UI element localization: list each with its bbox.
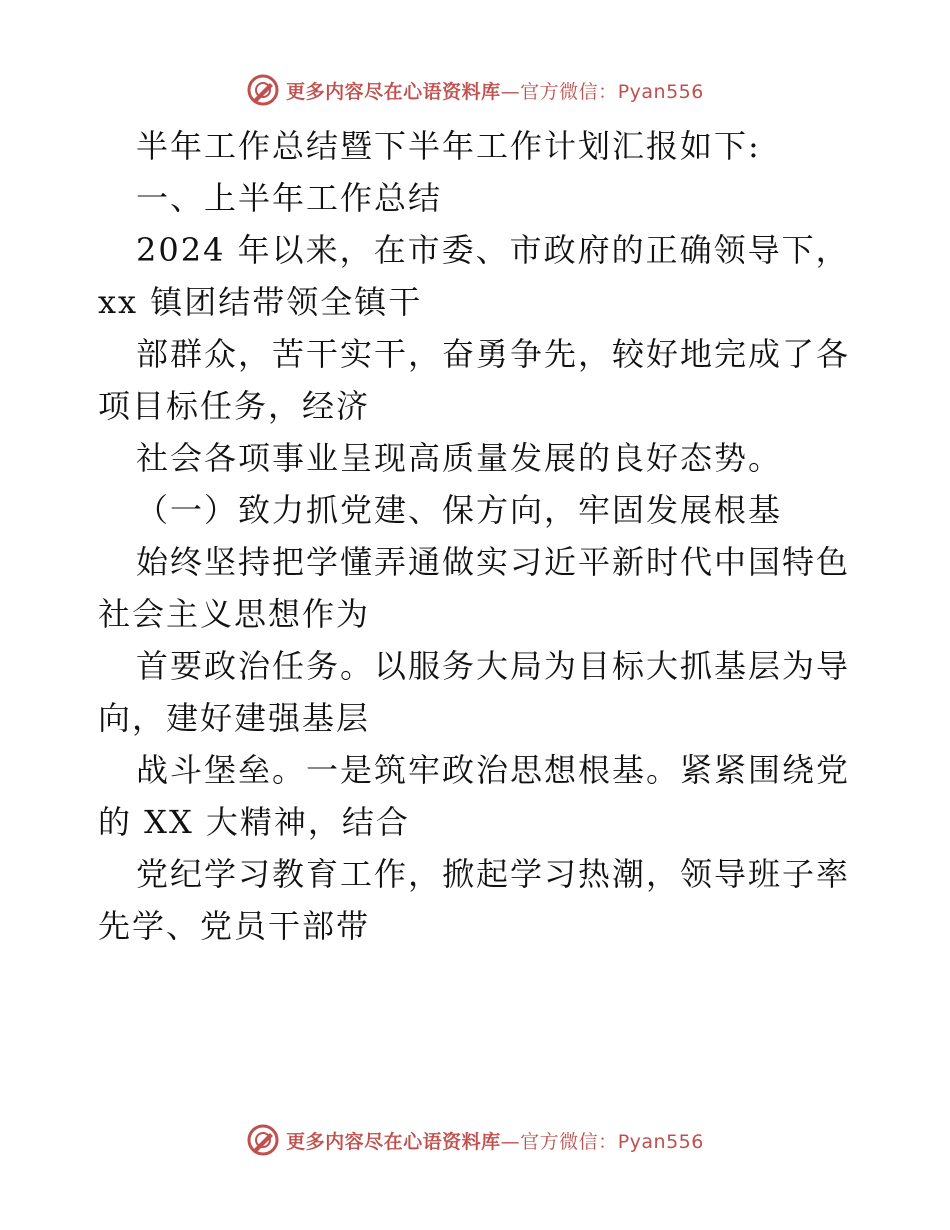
text-line: 向，建好建强基层 — [98, 699, 371, 737]
text-line: 首要政治任务。以服务大局为目标大抓基层为导 — [136, 647, 851, 685]
banner-contact-label: 官方微信： — [520, 1130, 618, 1153]
banner-separator: — — [500, 1130, 521, 1153]
banner-separator: — — [500, 80, 521, 103]
brand-logo-icon — [246, 1123, 280, 1157]
text-line: 社会主义思想作为 — [98, 595, 371, 633]
text-line: 的 XX 大精神，结合 — [98, 803, 410, 841]
text-line: 社会各项事业呈现高质量发展的良好态势。 — [136, 439, 783, 477]
text-line: 先学、党员干部带 — [98, 907, 371, 945]
footer-banner — [0, 1120, 950, 1160]
text-line: 战斗堡垒。一是筑牢政治思想根基。紧紧围绕党 — [136, 751, 851, 789]
text-line: 始终坚持把学懂弄通做实习近平新时代中国特色 — [136, 543, 851, 581]
banner-text — [286, 77, 704, 104]
banner-contact-id: Pyan556 — [617, 80, 704, 103]
text-line: （一）致力抓党建、保方向，牢固发展根基 — [136, 491, 783, 529]
text-line: 半年工作总结暨下半年工作计划汇报如下: — [136, 127, 761, 165]
banner-text — [286, 1127, 704, 1154]
banner-brand: 更多内容尽在心语资料库 — [286, 80, 501, 103]
text-line: xx 镇团结带领全镇干 — [98, 283, 423, 321]
text-line: 2024 年以来，在市委、市政府的正确领导下， — [136, 231, 850, 269]
document-body — [98, 120, 868, 952]
banner-brand: 更多内容尽在心语资料库 — [286, 1130, 501, 1153]
banner-contact-label: 官方微信： — [520, 80, 618, 103]
banner-contact-id: Pyan556 — [617, 1130, 704, 1153]
text-line: 项目标任务，经济 — [98, 387, 371, 425]
text-line: 党纪学习教育工作，掀起学习热潮，领导班子率 — [136, 855, 851, 893]
header-banner — [0, 70, 950, 110]
text-line: 一、上半年工作总结 — [136, 179, 443, 217]
brand-logo-icon — [246, 73, 280, 107]
text-line: 部群众，苦干实干，奋勇争先，较好地完成了各 — [136, 335, 851, 373]
